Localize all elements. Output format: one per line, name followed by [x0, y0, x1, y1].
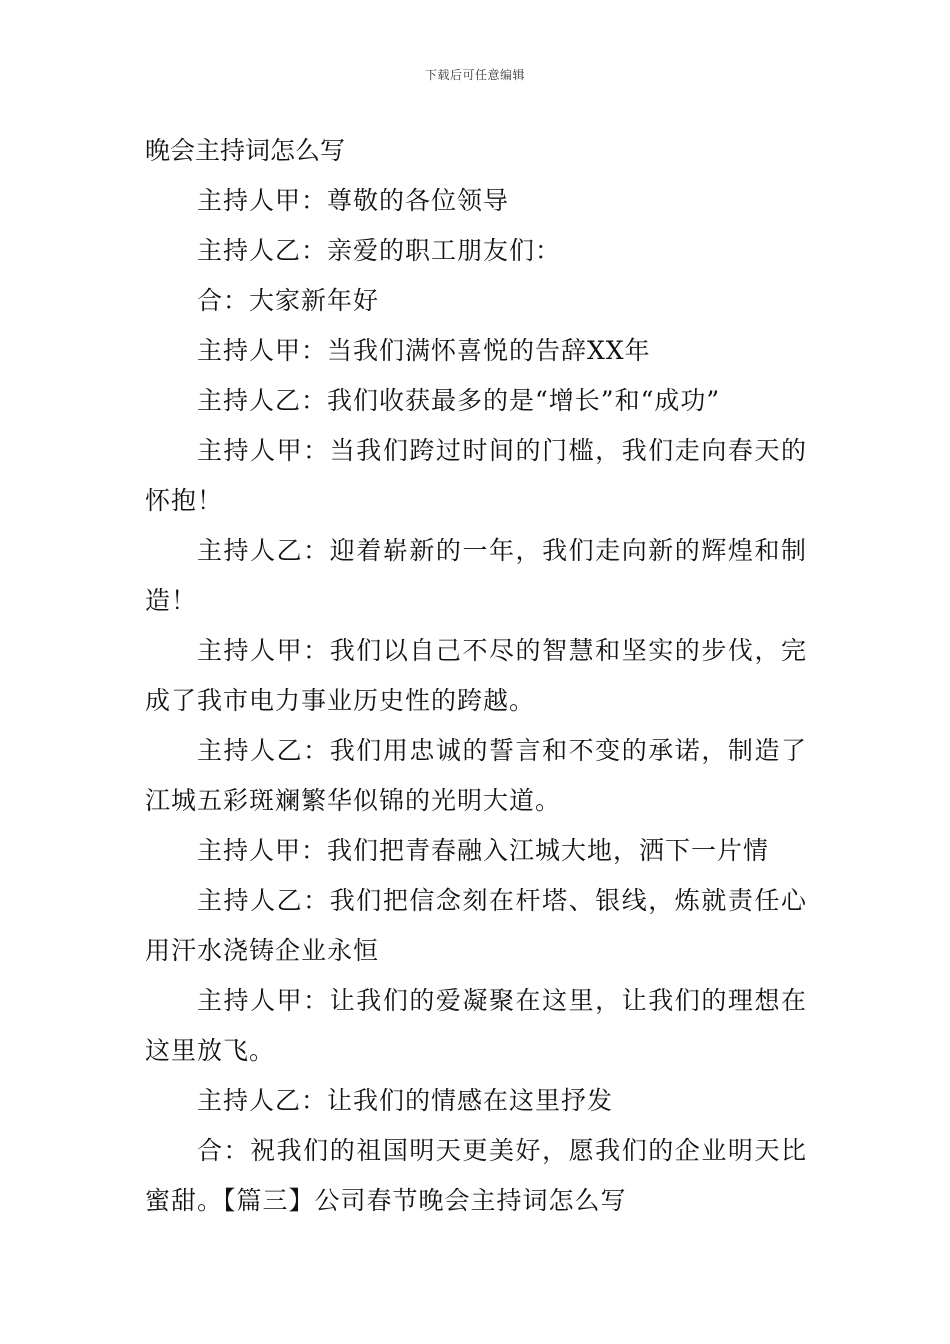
paragraph: 主持人甲：我们把青春融入江城大地，洒下一片情 [197, 836, 770, 865]
paragraph: 主持人乙：我们收获最多的是“增长”和“成功” [197, 386, 721, 415]
paragraph: 主持人乙：让我们的情感在这里抒发 [197, 1086, 614, 1115]
paragraph: 主持人甲：当我们满怀喜悦的告辞XX年 [197, 336, 651, 365]
paragraph: 主持人甲：我们以自己不尽的智慧和坚实的步伐，完成了我市电力事业历史性的跨越。 [145, 636, 807, 715]
paragraph: 主持人乙：亲爱的职工朋友们： [197, 236, 562, 265]
paragraph: 主持人乙：我们用忠诚的誓言和不变的承诺，制造了江城五彩斑斓繁华似锦的光明大道。 [145, 736, 807, 815]
document-body [145, 126, 807, 1226]
page-header-note: 下载后可任意编辑 [424, 68, 525, 82]
paragraph: 主持人乙：迎着崭新的一年，我们走向新的辉煌和制造！ [145, 536, 807, 615]
paragraph: 合：祝我们的祖国明天更美好，愿我们的企业明天比蜜甜。【篇三】公司春节晚会主持词怎么写 [145, 1136, 807, 1215]
document-title: 晚会主持词怎么写 [145, 136, 346, 165]
paragraph: 合：大家新年好 [197, 286, 380, 315]
paragraph: 主持人甲：当我们跨过时间的门槛，我们走向春天的怀抱！ [145, 436, 807, 515]
paragraph: 主持人甲：让我们的爱凝聚在这里，让我们的理想在这里放飞。 [145, 986, 807, 1065]
paragraph: 主持人甲：尊敬的各位领导 [197, 186, 510, 215]
paragraph: 主持人乙：我们把信念刻在杆塔、银线，炼就责任心用汗水浇铸企业永恒 [145, 886, 807, 965]
